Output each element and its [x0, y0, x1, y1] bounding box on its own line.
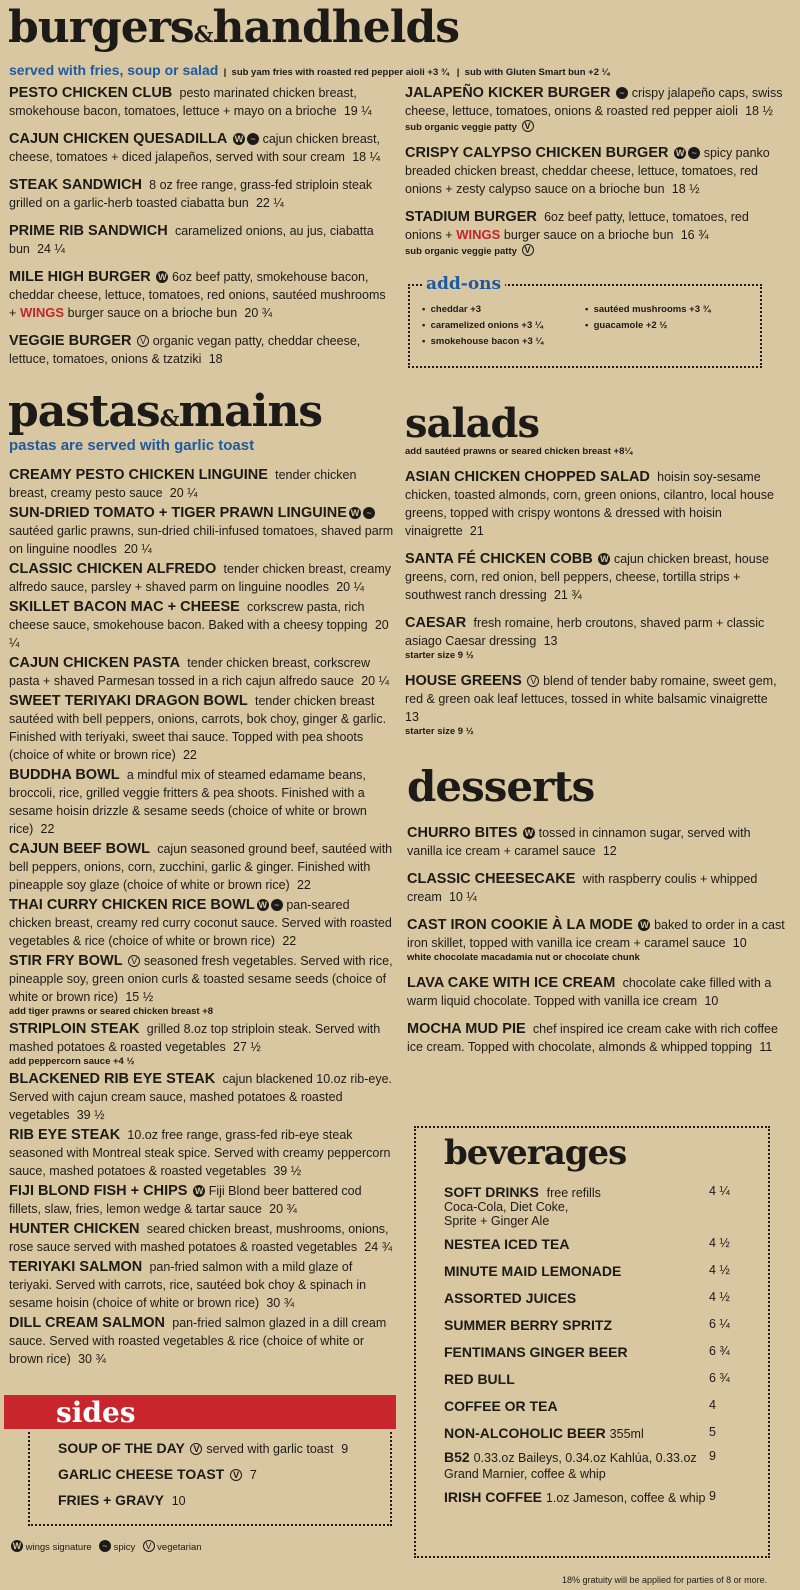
menu-item: [9, 84, 389, 120]
item-desc: tender chicken breast, creamy pesto sauce: [9, 468, 357, 500]
item-desc: 1.oz Jameson, coffee & whip: [545, 1491, 706, 1505]
menu-item: [9, 766, 394, 838]
item-note: sub organic veggie patty V: [405, 244, 785, 258]
item-name: HOUSE GREENS: [405, 673, 522, 689]
item-name: SUMMER BERRY SPRITZ: [444, 1317, 613, 1333]
item-price: 5: [709, 1425, 716, 1439]
item-price: 19 ¼: [343, 104, 372, 118]
item-desc: corkscrew pasta, rich cheese sauce, smokehouse bacon. Baked with a cheesy topping: [9, 600, 368, 632]
item-price: 10: [732, 936, 747, 950]
item-price: 18 ¼: [352, 150, 380, 164]
item-name: GARLIC CHEESE TOAST: [58, 1466, 225, 1482]
item-name: NON-ALCOHOLIC BEER: [444, 1425, 606, 1441]
ampersand: &: [193, 22, 213, 48]
item-note: starter size 9 ½: [405, 650, 474, 661]
item-price: 9: [341, 1442, 349, 1456]
menu-item: [407, 916, 787, 964]
item-desc-2: burger sauce on a brioche bun: [503, 228, 674, 242]
gratuity-note: 18% gratuity will be applied for parties of 8 or more.: [562, 1575, 768, 1585]
item-price: 15 ½: [125, 990, 154, 1004]
item-name: MINUTE MAID LEMONADE: [444, 1263, 622, 1279]
item-price: 20 ¼: [123, 542, 152, 556]
item-price: 10: [704, 994, 719, 1008]
item-desc: tossed in cinnamon sugar, served with vanilla ice cream + caramel sauce: [407, 826, 751, 858]
menu-item: [9, 1020, 394, 1068]
item-name: BLACKENED RIB EYE STEAK: [9, 1071, 216, 1087]
pastas-subtitle: pastas are served with garlic toast: [9, 437, 255, 454]
burgers-subtitle-row: [9, 62, 610, 78]
separator: |: [223, 67, 227, 78]
item-name: RIB EYE STEAK: [9, 1127, 121, 1143]
item-desc-2: Coca-Cola, Diet Coke, Sprite + Ginger Ale: [444, 1200, 569, 1228]
menu-item: [9, 952, 394, 1018]
item-name: CLASSIC CHEESECAKE: [407, 871, 576, 887]
menu-item: [405, 208, 785, 258]
item-desc: pan-fried salmon with a mild glaze of teriyaki. Served with carrots, rice, sautéed bok choy & spinach in sesame hoisin (choice of white or brown rice): [9, 1260, 367, 1310]
item-price: 39 ½: [76, 1108, 105, 1122]
item-price: 20 ¼: [9, 618, 389, 650]
burgers-right-column: [405, 84, 785, 258]
item-name: STEAK SANDWICH: [9, 177, 142, 193]
wings-icon: W: [258, 900, 267, 910]
item-note: white chocolate macadamia nut or chocolate chunk: [407, 952, 640, 963]
item-desc: cajun seasoned ground beef, sautéed with bell peppers, onions, corn, zucchini, garlic & ginger. Finished with pineapple soy glaze (choice of white or brown rice): [9, 842, 393, 892]
menu-item: [405, 84, 785, 134]
item-price: 6 ¾: [709, 1344, 730, 1358]
beverage-item: [444, 1489, 759, 1505]
item-note: starter size 9 ½: [405, 726, 474, 737]
legend-spicy: spicy: [113, 1542, 136, 1553]
item-name: DILL CREAM SALMON: [9, 1315, 166, 1331]
wings-brand: WINGS: [456, 227, 501, 242]
item-price: 4 ¼: [709, 1184, 730, 1198]
item-note: add peppercorn sauce +4 ½: [9, 1056, 135, 1067]
menu-item: [9, 1182, 394, 1218]
item-price: 16 ¾: [680, 228, 709, 242]
wings-icon: W: [524, 828, 534, 838]
item-price: 18 ½: [745, 104, 773, 118]
item-name: MILE HIGH BURGER: [9, 269, 151, 285]
item-price: 9: [709, 1449, 716, 1463]
item-desc: caramelized onions, au jus, ciabatta bun: [9, 224, 374, 256]
item-name: SKILLET BACON MAC + CHEESE: [9, 599, 240, 615]
burgers-subtitle: served with fries, soup or salad: [9, 62, 219, 78]
item-note: add tiger prawns or seared chicken breast +8: [9, 1006, 214, 1017]
item-desc: 6oz beef patty, smokehouse bacon, cheddar cheese, lettuce, tomatoes, red onions, sautéed mushrooms +: [9, 270, 386, 320]
beverage-item: [444, 1449, 759, 1481]
item-name: MOCHA MUD PIE: [407, 1021, 526, 1037]
desserts-title: desserts: [407, 762, 595, 811]
item-name: STIR FRY BOWL: [9, 953, 123, 969]
menu-item: [405, 144, 785, 198]
burgers-title: [8, 2, 460, 53]
beverage-item: [444, 1371, 759, 1387]
item-price: 10 ¼: [448, 890, 477, 904]
item-name: VEGGIE BURGER: [9, 333, 132, 349]
item-desc: 355ml: [609, 1427, 644, 1441]
item-name: THAI CURRY CHICKEN RICE BOWL: [9, 897, 255, 913]
burgers-title-a: burgers: [8, 2, 194, 53]
burgers-title-b: handhelds: [212, 2, 460, 53]
legend-vegetarian: vegetarian: [157, 1542, 202, 1553]
item-price: 4 ½: [709, 1290, 730, 1304]
item-price: 9: [709, 1489, 716, 1503]
menu-item: [9, 130, 389, 166]
item-price: 21: [469, 524, 484, 538]
item-desc: tender chicken breast sautéed with bell peppers, onions, carrots, bok choy, ginger & garlic. Finished with teriyaki, sweet thai sauce. Topped with pea shoots (choice of white or brown rice): [9, 694, 387, 762]
item-price: 22: [296, 878, 311, 892]
item-name: CHURRO BITES: [407, 825, 518, 841]
menu-item: [405, 614, 785, 662]
item-price: 22: [182, 748, 197, 762]
addons-box: [408, 274, 762, 368]
menu-item: [9, 332, 389, 368]
spicy-icon: ~: [363, 507, 375, 519]
item-desc: hoisin soy-sesame chicken, toasted almonds, corn, green onions, cilantro, local house greens, topped with crispy wontons & dressed with hoisin vinaigrette: [405, 470, 774, 538]
item-desc: served with garlic toast: [206, 1442, 334, 1456]
item-price: 22: [40, 822, 55, 836]
item-desc: chef inspired ice cream cake with rich coffee ice cream. Topped with chocolate, almonds & whipped topping: [407, 1022, 778, 1054]
item-name: STADIUM BURGER: [405, 209, 537, 225]
menu-item: [407, 974, 787, 1010]
spicy-icon: ~: [271, 899, 283, 911]
menu-item: [9, 222, 389, 258]
menu-item: [407, 870, 787, 906]
item-name: LAVA CAKE WITH ICE CREAM: [407, 975, 616, 991]
item-name: HUNTER CHICKEN: [9, 1221, 140, 1237]
item-name: SOFT DRINKS: [444, 1184, 539, 1200]
item-name: SUN-DRIED TOMATO + TIGER PRAWN LINGUINE: [9, 505, 347, 521]
sides-box: [28, 1432, 392, 1526]
item-name: SANTA FÉ CHICKEN COBB: [405, 551, 593, 567]
menu-item: [9, 466, 394, 502]
item-name: PESTO CHICKEN CLUB: [9, 85, 173, 101]
beverages-box: [414, 1126, 770, 1558]
addons-col-1: [422, 302, 543, 350]
wings-icon: W: [234, 134, 244, 144]
item-desc-2: burger sauce on a brioche bun: [67, 306, 238, 320]
beverages-list: [444, 1184, 759, 1505]
vegetarian-icon: V: [522, 120, 534, 132]
vegetarian-icon: V: [137, 335, 149, 347]
pastas-column: [9, 466, 394, 1368]
pastas-title-a: pastas: [8, 386, 160, 437]
addons-col-2: [585, 302, 711, 334]
item-name: PRIME RIB SANDWICH: [9, 223, 168, 239]
vegetarian-icon: V: [128, 955, 140, 967]
item-name: CREAMY PESTO CHICKEN LINGUINE: [9, 467, 268, 483]
item-desc: cajun chicken breast, house greens, corn, red onion, bell peppers, cheese, tortilla strips + southwest ranch dressing: [405, 552, 769, 602]
wings-icon: W: [194, 1186, 204, 1196]
spicy-icon: ~: [99, 1540, 111, 1552]
vegetarian-icon: V: [190, 1443, 202, 1455]
item-name: ASIAN CHICKEN CHOPPED SALAD: [405, 469, 650, 485]
item-desc: seasoned fresh vegetables. Served with rice, pineapple soy, green onion curls & toasted sesame seeds (choice of white or brown rice): [9, 954, 393, 1004]
menu-item: [9, 1126, 394, 1180]
menu-item: [9, 1314, 394, 1368]
addon-item: • sautéed mushrooms +3 ¾: [585, 304, 711, 315]
menu-item: [407, 824, 787, 860]
item-name: STRIPLOIN STEAK: [9, 1021, 140, 1037]
item-desc: crispy jalapeño caps, swiss cheese, lettuce, tomatoes, onions & roasted red pepper aioli: [405, 86, 783, 118]
item-desc: pan-seared chicken breast, creamy red curry coconut sauce. Served with roasted vegetables & rice (choice of white or brown rice): [9, 898, 392, 948]
menu-item: [9, 1258, 394, 1312]
item-desc: sautéed garlic prawns, sun-dried chili-infused tomatoes, shaved parm on linguine noodles: [9, 524, 394, 556]
item-price: 13: [543, 634, 558, 648]
item-price: 30 ¾: [266, 1296, 295, 1310]
pastas-title: [8, 386, 323, 437]
item-note: sub organic veggie patty V: [405, 120, 785, 134]
wings-icon: W: [350, 508, 360, 518]
item-price: 21 ¾: [553, 588, 582, 602]
item-name: B52: [444, 1449, 470, 1465]
menu-item: [9, 1220, 394, 1256]
menu-item: [405, 672, 785, 738]
item-desc: free refills: [546, 1186, 601, 1200]
menu-item: [9, 560, 394, 596]
burgers-left-column: [9, 84, 389, 368]
item-desc: blend of tender baby romaine, sweet gem, red & green oak leaf lettuces, tossed in white balsamic vinaigrette: [405, 674, 777, 706]
item-desc: chocolate cake filled with a warm liquid chocolate. Topped with vanilla ice cream: [407, 976, 772, 1008]
salads-title: salads: [405, 400, 540, 447]
pastas-title-b: mains: [178, 386, 323, 437]
beverage-item: [444, 1236, 759, 1252]
beverage-item: [444, 1317, 759, 1333]
item-price: 13: [405, 710, 419, 724]
item-desc: spicy panko breaded chicken breast, cheddar cheese, lettuce, tomatoes, red onions + zesty calypso sauce on a brioche bun: [405, 146, 770, 196]
item-desc: a mindful mix of steamed edamame beans, broccoli, rice, grilled veggie fritters & pea shoots. Finished with a sesame hoisin drizzle & sesame seeds (choice of white or brown rice): [9, 768, 367, 836]
menu-item: [9, 176, 389, 212]
side-item: [58, 1436, 390, 1462]
vegetarian-icon: V: [527, 675, 539, 687]
item-price: 12: [602, 844, 617, 858]
menu-item: [9, 840, 394, 894]
item-price: 4 ½: [709, 1263, 730, 1277]
item-name: ASSORTED JUICES: [444, 1290, 577, 1306]
item-price: 6 ¼: [709, 1317, 730, 1331]
item-price: 18 ½: [671, 182, 700, 196]
sides-banner: [4, 1395, 396, 1429]
item-desc: tender chicken breast, creamy alfredo sauce, parsley + shaved parm on linguine noodles: [9, 562, 391, 594]
item-name: SOUP OF THE DAY: [58, 1440, 185, 1456]
item-name: FRIES + GRAVY: [58, 1492, 164, 1508]
wings-icon: W: [12, 1541, 22, 1551]
item-price: 20 ¾: [244, 306, 273, 320]
item-name: CAJUN CHICKEN PASTA: [9, 655, 181, 671]
item-name: IRISH COFFEE: [444, 1489, 543, 1505]
item-name: CAJUN BEEF BOWL: [9, 841, 150, 857]
item-desc: organic vegan patty, cheddar cheese, lettuce, tomatoes, onions & tzatziki: [9, 334, 361, 366]
item-desc: pesto marinated chicken breast, smokehouse bacon, tomatoes, lettuce + mayo on a brioche: [9, 86, 357, 118]
beverage-item: [444, 1263, 759, 1279]
item-price: 27 ½: [233, 1040, 261, 1054]
item-price: 4: [709, 1398, 716, 1412]
item-price: 24 ¼: [37, 242, 65, 256]
beverage-item: [444, 1344, 759, 1360]
vegetarian-icon: V: [230, 1469, 242, 1481]
beverage-item: [444, 1184, 759, 1228]
item-desc: baked to order in a cast iron skillet, topped with vanilla ice cream + caramel sauce: [407, 918, 785, 950]
item-price: 10: [171, 1494, 186, 1508]
item-desc: 0.33.oz Baileys, 0.34.oz Kahlúa, 0.33.oz Grand Marnier, coffee & whip: [444, 1451, 697, 1481]
item-desc: Fiji Blond beer battered cod fillets, slaw, fries, lemon wedge & tartar sauce: [9, 1184, 362, 1216]
wings-icon: W: [158, 272, 167, 282]
spicy-icon: ~: [247, 133, 259, 145]
item-price: 30 ¾: [78, 1352, 106, 1366]
beverage-item: [444, 1290, 759, 1306]
menu-item: [405, 468, 785, 540]
vegetarian-icon: V: [143, 1540, 155, 1552]
legend-wings: wings signature: [25, 1542, 92, 1553]
item-price: 20 ¼: [169, 486, 198, 500]
menu-item: [9, 268, 389, 322]
item-price: 39 ½: [273, 1164, 302, 1178]
item-desc: cajun blackened 10.oz rib-eye. Served with cajun cream sauce, mashed potatoes & roasted vegetables: [9, 1072, 393, 1122]
menu-item: [9, 504, 394, 558]
item-name: BUDDHA BOWL: [9, 767, 120, 783]
addons-title: add-ons: [422, 274, 505, 294]
item-price: 4 ½: [709, 1236, 730, 1250]
wings-brand: WINGS: [19, 305, 64, 320]
desserts-column: [407, 824, 787, 1056]
vegetarian-icon: V: [522, 244, 534, 256]
menu-item: [9, 692, 394, 764]
side-item: [58, 1488, 390, 1514]
addon-item: • caramelized onions +3 ¼: [422, 320, 543, 331]
menu-item: [9, 598, 394, 652]
icon-legend: [9, 1540, 202, 1553]
beverage-item: [444, 1425, 759, 1441]
item-name: FIJI BLOND FISH + CHIPS: [9, 1183, 188, 1199]
beverages-title: beverages: [444, 1133, 627, 1173]
item-price: 18: [208, 352, 223, 366]
item-desc: pan-fried salmon glazed in a dill cream sauce. Served with roasted vegetables & rice (choice of white or brown rice): [9, 1316, 387, 1366]
item-name: CLASSIC CHICKEN ALFREDO: [9, 561, 217, 577]
item-price: 6 ¾: [709, 1371, 730, 1385]
separator: |: [456, 67, 460, 78]
item-desc: 10.oz free range, grass-fed rib-eye steak seasoned with Montreal steak spice. Served with creamy peppercorn sauce, mashed potatoes & roasted vegetables: [9, 1128, 391, 1178]
item-desc: with raspberry coulis + whipped cream: [407, 872, 758, 904]
item-name: CAST IRON COOKIE À LA MODE: [407, 917, 633, 933]
item-name: NESTEA ICED TEA: [444, 1236, 570, 1252]
addon-item: • cheddar +3: [422, 304, 482, 315]
item-desc: 8 oz free range, grass-fed striploin steak grilled on a garlic-herb toasted ciabatta bun: [9, 178, 373, 210]
addon-item: • smokehouse bacon +3 ¼: [422, 336, 544, 347]
sides-title: sides: [56, 1396, 136, 1429]
item-desc: seared chicken breast, mushrooms, onions, rose sauce served with mashed potatoes & roasted vegetables: [9, 1222, 389, 1254]
item-name: CAJUN CHICKEN QUESADILLA: [9, 131, 228, 147]
sub-yam-note: sub yam fries with roasted red pepper aioli +3 ¾: [231, 67, 449, 78]
menu-item: [9, 1070, 394, 1124]
item-desc: fresh romaine, herb croutons, shaved parm + classic asiago Caesar dressing: [405, 616, 765, 648]
menu-item: [407, 1020, 787, 1056]
item-price: 20 ¾: [269, 1202, 297, 1216]
salads-column: [405, 468, 785, 738]
item-desc: grilled 8.oz top striploin steak. Served with mashed potatoes & roasted vegetables: [9, 1022, 381, 1054]
item-name: CRISPY CALYPSO CHICKEN BURGER: [405, 145, 669, 161]
addon-item: • guacamole +2 ½: [585, 320, 668, 331]
item-desc: cajun chicken breast, cheese, tomatoes + diced jalapeños, served with sour cream: [9, 132, 381, 164]
beverage-item: [444, 1398, 759, 1414]
item-name: RED BULL: [444, 1371, 515, 1387]
side-item: [58, 1462, 390, 1488]
item-desc: tender chicken breast, corkscrew pasta + shaved Parmesan tossed in a rich cajun alfredo sauce: [9, 656, 371, 688]
wings-icon: W: [600, 554, 609, 564]
spicy-icon: ~: [616, 87, 628, 99]
ampersand: &: [159, 406, 179, 432]
item-price: 11: [759, 1040, 773, 1054]
salads-subtitle: add sautéed prawns or seared chicken breast +8¼: [405, 446, 633, 457]
item-price: 22: [282, 934, 297, 948]
item-name: CAESAR: [405, 615, 467, 631]
item-price: 20 ¼: [336, 580, 365, 594]
menu-item: [405, 550, 785, 604]
item-price: 20 ¼: [361, 674, 390, 688]
wings-icon: W: [675, 148, 685, 158]
menu-item: [9, 896, 394, 950]
item-desc: 6oz beef patty, lettuce, tomatoes, red onions +: [405, 210, 749, 242]
item-price: 22 ¼: [255, 196, 284, 210]
item-price: 24 ¾: [364, 1240, 393, 1254]
sub-gluten-note: sub with Gluten Smart bun +2 ¼: [464, 67, 610, 78]
item-name: FENTIMANS GINGER BEER: [444, 1344, 628, 1360]
menu-item: [9, 654, 394, 690]
item-name: SWEET TERIYAKI DRAGON BOWL: [9, 693, 248, 709]
item-price: 7: [249, 1468, 257, 1482]
item-name: TERIYAKI SALMON: [9, 1259, 143, 1275]
spicy-icon: ~: [688, 147, 700, 159]
item-name: JALAPEÑO KICKER BURGER: [405, 85, 611, 101]
item-name: COFFEE OR TEA: [444, 1398, 558, 1414]
wings-icon: W: [640, 920, 649, 930]
